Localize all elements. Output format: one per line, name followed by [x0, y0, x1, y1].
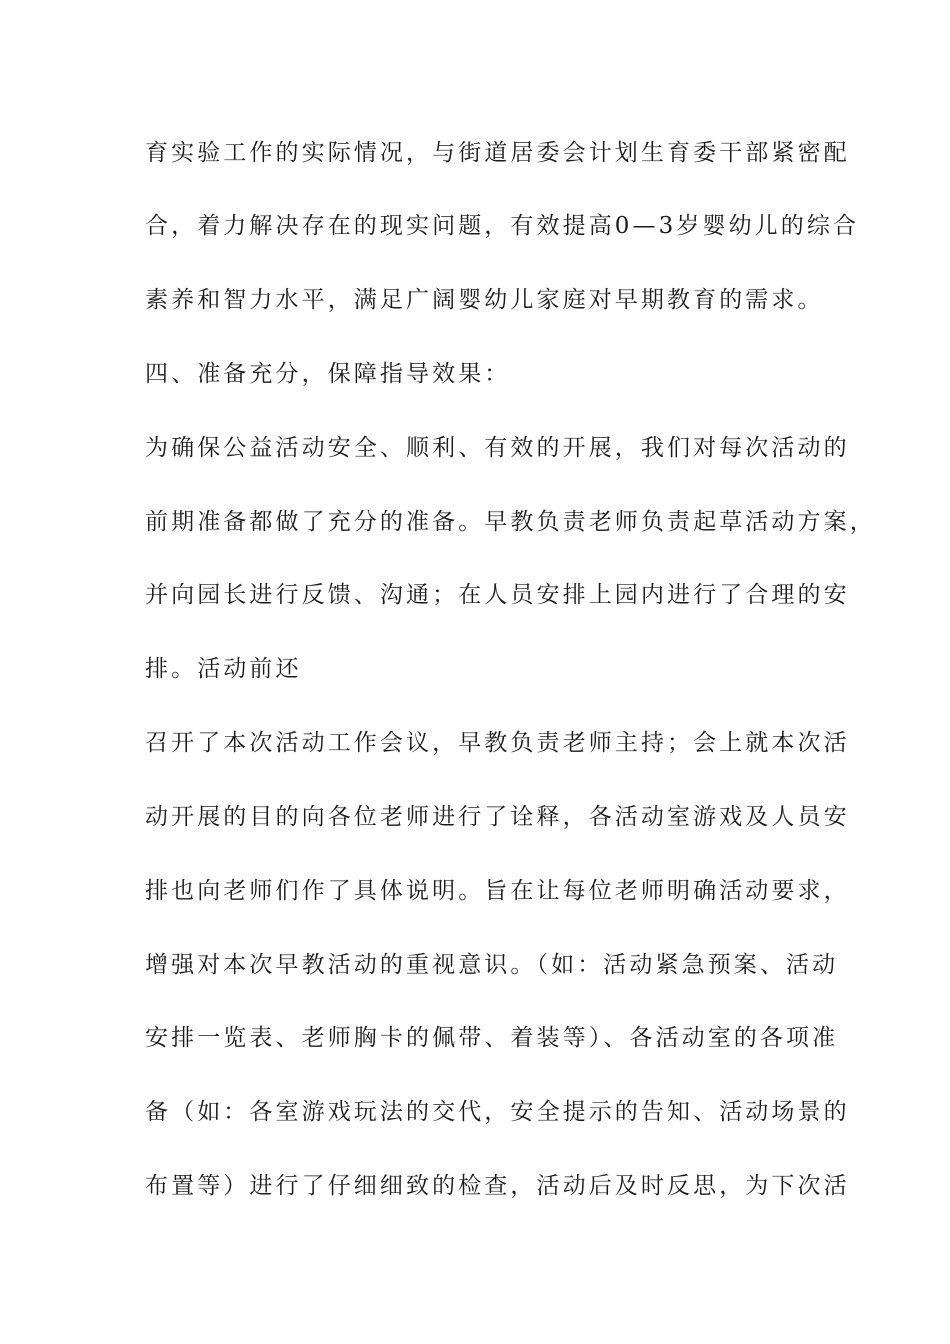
- text-line: 排也向老师们作了具体说明。旨在让每位老师明确活动要求，: [145, 878, 850, 904]
- text-line: 并向园长进行反馈、沟通；在人员安排上园内进行了合理的安: [145, 582, 850, 608]
- text-line: 合，着力解决存在的现实问题，有效提高0—3岁婴幼儿的综合: [145, 213, 860, 239]
- text-line: 增强对本次早教活动的重视意识。（如：活动紧急预案、活动: [145, 952, 839, 978]
- text-line: 备（如：各室游戏玩法的交代，安全提示的告知、活动场景的: [145, 1099, 850, 1125]
- text-line: 育实验工作的实际情况，与街道居委会计划生育委干部紧密配: [145, 140, 850, 166]
- text-line: 动开展的目的向各位老师进行了诠释，各活动室游戏及人员安: [145, 804, 850, 830]
- text-line: 排。活动前还: [145, 656, 302, 682]
- text-line: 布置等）进行了仔细细致的检查，活动后及时反思，为下次活: [145, 1173, 850, 1199]
- text-line: 安排一览表、老师胸卡的佩带、着装等）、各活动室的各项准: [145, 1025, 839, 1051]
- text-line: 前期准备都做了充分的准备。早教负责老师负责起草活动方案，: [145, 509, 876, 535]
- text-line: 召开了本次活动工作会议，早教负责老师主持；会上就本次活: [145, 730, 850, 756]
- text-line: 素养和智力水平，满足广阔婴幼儿家庭对早期教育的需求。: [145, 287, 824, 313]
- text-line: 为确保公益活动安全、顺利、有效的开展，我们对每次活动的: [145, 435, 850, 461]
- section-heading: 四、准备充分，保障指导效果：: [145, 361, 511, 387]
